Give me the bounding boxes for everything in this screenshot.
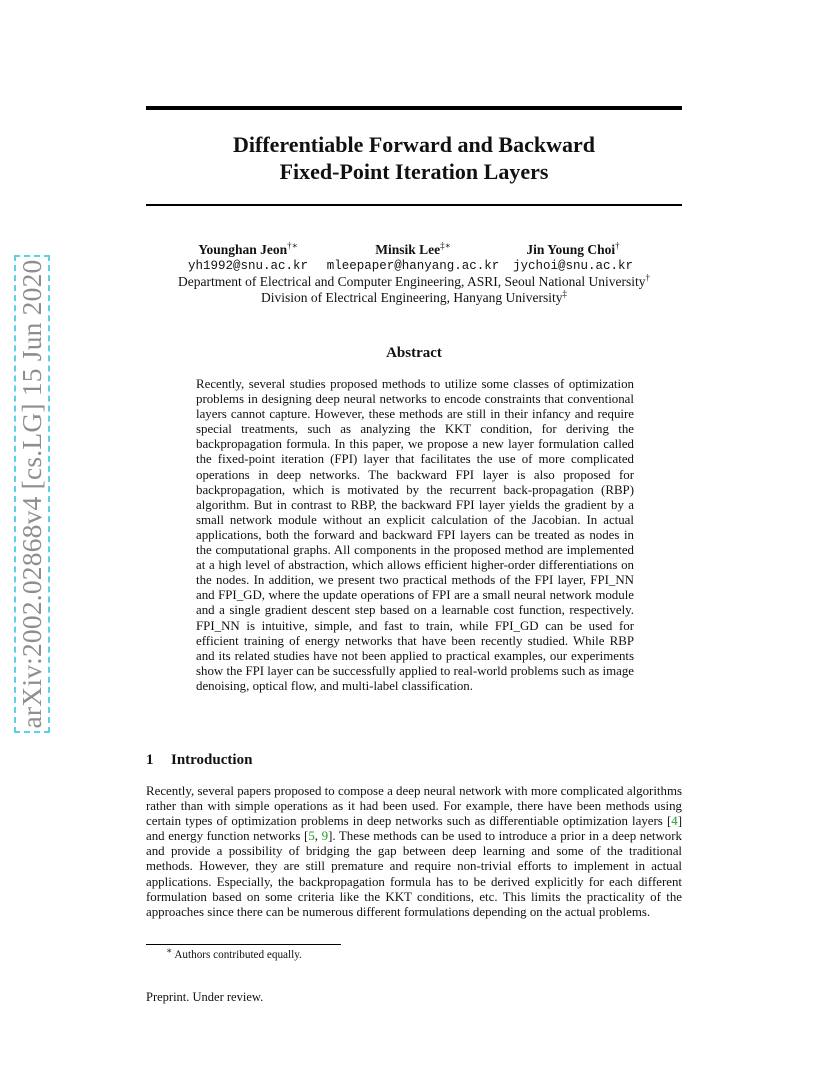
title-line-1: Differentiable Forward and Backward [233, 132, 595, 157]
intro-text: ]. These methods can be used to introduce a prior in a deep network and provide a possibility of bridging the gap between deep learning and some of the traditional methods. However, they are still premature and require non-trivial efforts to implement in actual applications. Especially, the backpropagation formula has to be derived explicitly for each different formulation based on some criteria like the KKT conditions, etc. This limits the practicality of the approaches since there can be numerous different formulations depending on the actual problems. [146, 829, 682, 919]
footnote-text: Authors contributed equally. [174, 949, 302, 961]
author-email: yh1992@snu.ac.kr [187, 259, 309, 273]
preprint-note: Preprint. Under review. [146, 990, 264, 1004]
author-email: mleepaper@hanyang.ac.kr [326, 259, 500, 273]
intro-text: Recently, several papers proposed to compose a deep neural network with more complicated algorithms rather than with simple operations as it had been used. For example, there have been methods using certain types of optimization problems in deep networks such as differentiable optimization layers [ [146, 784, 682, 829]
author-3 [473, 242, 673, 274]
affiliation-mark: ‡ [562, 288, 567, 299]
paper-title [146, 131, 682, 185]
abstract-body: Recently, several studies proposed methods to utilize some classes of optimization problems in designing deep neural networks to encode constraints that conventional layers cannot capture. However, these methods are still in their infancy and require special treatments, such as analyzing the KKT condition, for deriving the backpropagation formula. In this paper, we propose a new layer formulation called the fixed-point iteration (FPI) layer that facilitates the use of more complicated operations in deep networks. The backward FPI layer is also proposed for backpropagation, which is motivated by the recurrent back-propagation (RBP) algorithm. But in contrast to RBP, the backward FPI layer yields the gradient by a small network module without an explicit calculation of the Jacobian. In actual applications, both the forward and backward FPI layers can be treated as nodes in the computational graphs. All components in the proposed method are implemented at a high level of abstraction, which allows efficient higher-order differentiations on the nodes. In addition, we present two practical methods of the FPI layer, FPI_NN and FPI_GD, where the update operations of FPI are a small neural network module and a single gradient descent step based on a learnable cost function, respectively. FPI_NN is intuitive, simple, and fast to train, while FPI_GD can be used for efficient training of energy networks that have been recently studied. While RBP and its related studies have not been applied to practical examples, our experiments show the FPI layer can be successfully applied to real-world problems such as image denoising, optical flow, and multi-label classification. [196, 377, 634, 693]
footnote-rule [146, 944, 341, 945]
affiliation-1 [120, 274, 708, 290]
affiliation-2 [120, 290, 708, 306]
intro-text: , [314, 829, 322, 844]
affiliation-mark: † [645, 272, 650, 283]
title-top-rule [146, 106, 682, 110]
author-name: Minsik Lee [375, 242, 441, 257]
intro-text: ] and energy function networks [ [146, 814, 682, 844]
citation-link[interactable]: 4 [671, 814, 678, 829]
footnote [166, 945, 302, 962]
citation-link[interactable]: 9 [321, 829, 329, 844]
section-title: Introduction [171, 752, 253, 768]
author-mark: ‡∗ [440, 240, 451, 251]
author-mark: † [615, 240, 620, 251]
title-bottom-rule [146, 204, 682, 206]
section-heading [146, 751, 252, 769]
arxiv-stamp[interactable]: arXiv:2002.02868v4 [cs.LG] 15 Jun 2020 [16, 259, 47, 729]
affiliation-text: Division of Electrical Engineering, Hanyang University [261, 290, 563, 305]
abstract-heading: Abstract [386, 345, 442, 361]
author-name: Younghan Jeon [198, 242, 288, 257]
author-email: jychoi@snu.ac.kr [512, 259, 634, 273]
footnote-mark: ∗ [166, 945, 173, 956]
author-mark: †∗ [287, 240, 298, 251]
section-number: 1 [146, 752, 154, 768]
author-name: Jin Young Choi [526, 242, 616, 257]
citation-link[interactable]: 5 [308, 829, 315, 844]
title-line-2: Fixed-Point Iteration Layers [279, 159, 549, 184]
affiliation-text: Department of Electrical and Computer Engineering, ASRI, Seoul National University [177, 274, 646, 289]
introduction-paragraph [146, 784, 682, 920]
